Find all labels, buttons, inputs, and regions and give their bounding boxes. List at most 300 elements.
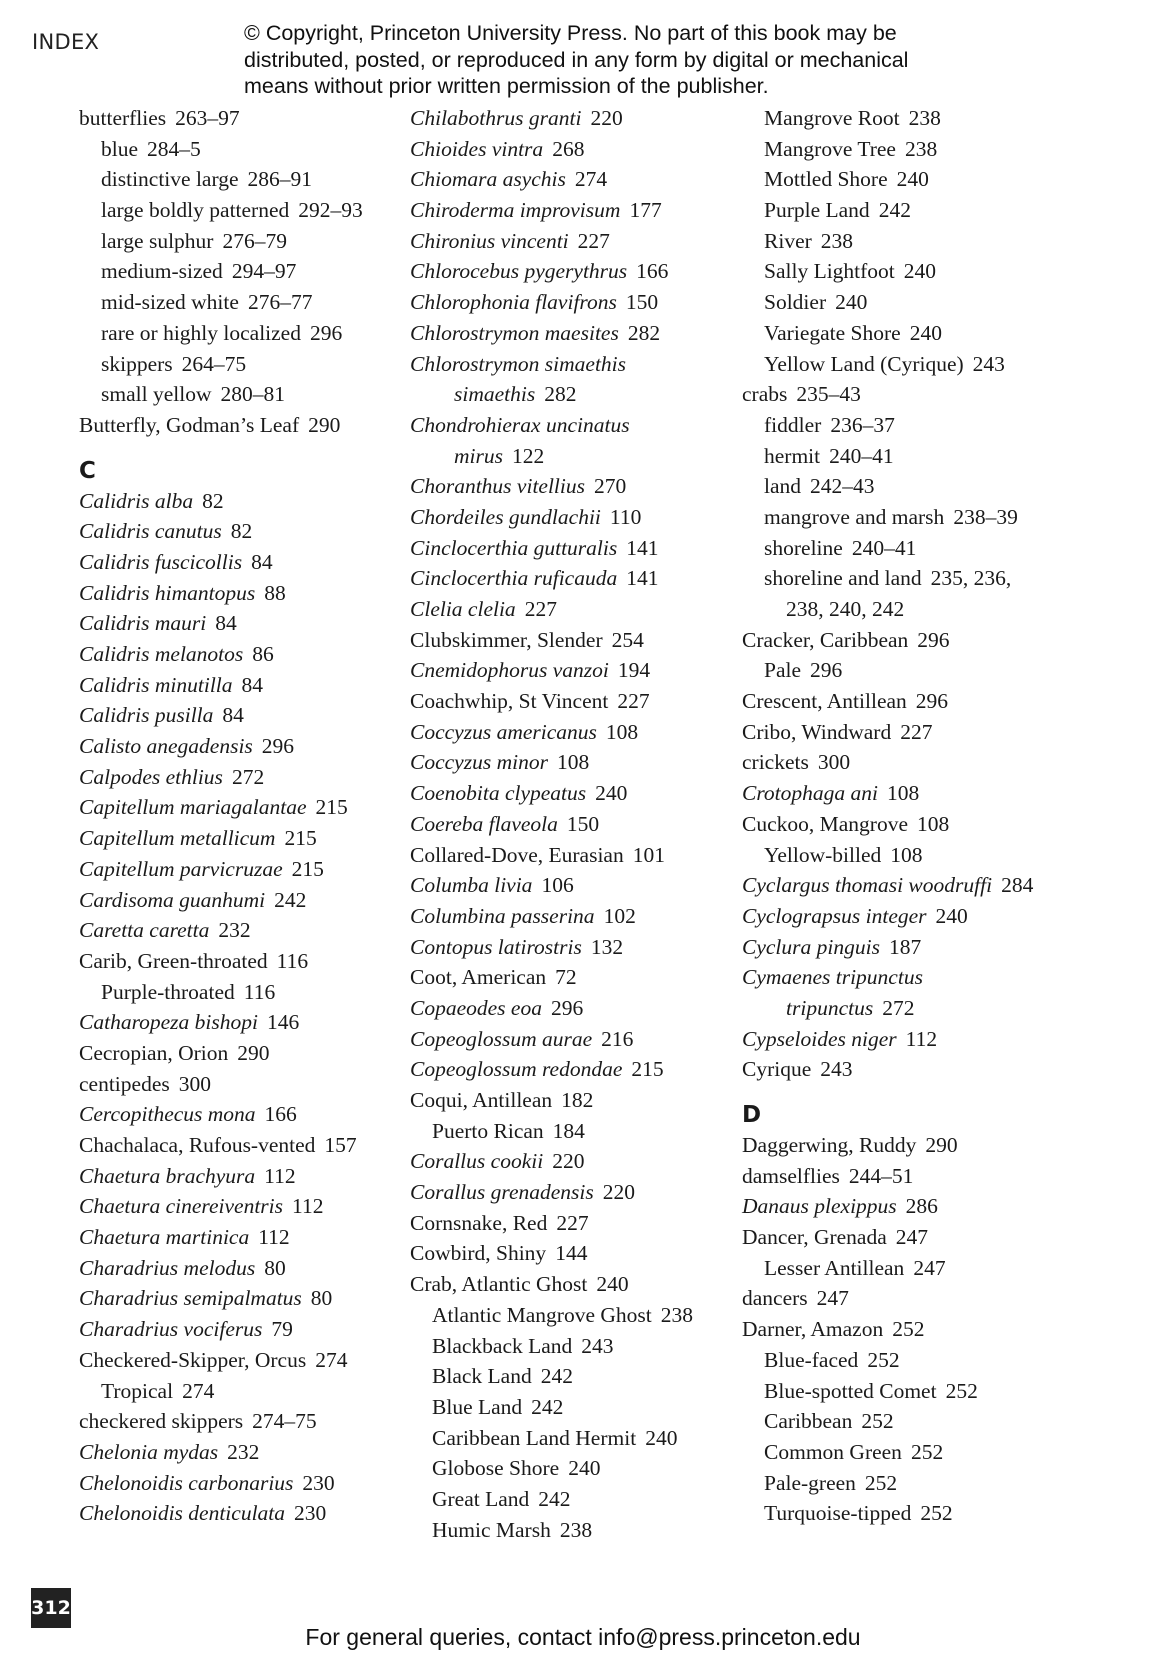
index-entry-continuation [742, 594, 1102, 625]
index-entry [79, 547, 399, 578]
entry-pages: 240 [935, 903, 968, 928]
entry-term: 238, 240, 242 [786, 597, 905, 621]
entry-pages: 177 [629, 198, 662, 223]
entry-term: Cuckoo, Mangrove [742, 811, 908, 836]
entry-pages: 242 [531, 1394, 564, 1419]
index-subentry [742, 349, 1102, 380]
entry-term: Corallus cookii [410, 1149, 544, 1174]
entry-term: shoreline and land [764, 566, 922, 591]
entry-pages: 230 [302, 1470, 335, 1495]
entry-term: Coenobita clypeatus [410, 781, 587, 806]
entry-term: Calidris alba [79, 488, 194, 513]
entry-term: Chiroderma improvisum [410, 198, 621, 223]
index-subentry [742, 318, 1102, 349]
index-subentry [742, 441, 1102, 472]
entry-pages: 112 [292, 1194, 324, 1219]
index-entry [79, 700, 399, 731]
entry-pages: 227 [617, 689, 650, 714]
entry-term: Cinclocerthia gutturalis [410, 535, 618, 560]
entry-pages: 238 [820, 228, 854, 253]
entry-term: Common Green [764, 1439, 902, 1464]
entry-term: Purple-throated [101, 979, 235, 1004]
entry-term: Black Land [432, 1364, 532, 1389]
entry-term: Chlorostrymon maesites [410, 320, 619, 345]
index-entry [742, 379, 1102, 410]
index-subentry [410, 1484, 730, 1515]
entry-pages: 144 [555, 1241, 588, 1266]
entry-term: Columbina passerina [410, 903, 595, 928]
index-entry [79, 1007, 399, 1038]
index-entry [79, 1468, 399, 1499]
index-subentry [79, 977, 399, 1008]
index-subentry [742, 410, 1102, 441]
entry-pages: 235–43 [796, 382, 861, 407]
entry-term: Lesser Antillean [764, 1255, 905, 1280]
index-entry [742, 932, 1102, 963]
entry-pages: 270 [594, 474, 627, 499]
index-subentry [410, 1515, 730, 1546]
entry-term: Soldier [764, 290, 827, 315]
index-entry [79, 915, 399, 946]
index-entry [410, 1238, 730, 1269]
entry-pages: 232 [227, 1439, 260, 1464]
entry-pages: 290 [925, 1133, 958, 1157]
index-entry [410, 134, 730, 165]
copyright-line: distributed, posted, or reproduced in any form by digital or mechanical [244, 47, 909, 72]
index-entry [742, 778, 1102, 809]
entry-pages: 276–77 [247, 290, 313, 315]
entry-pages: 242 [274, 887, 307, 912]
entry-term: Cnemidophorus vanzoi [410, 658, 609, 683]
entry-term: Cracker, Caribbean [742, 627, 909, 652]
index-subentry [742, 195, 1102, 226]
index-subentry [742, 164, 1102, 195]
entry-term: Chlorocebus pygerythrus [410, 259, 628, 284]
entry-term: Calidris pusilla [79, 703, 214, 728]
entry-pages: 112 [905, 1026, 938, 1051]
index-subentry [742, 1498, 1102, 1529]
entry-pages: 240 [596, 1272, 629, 1297]
entry-term: Cyclargus thomasi woodruffi [742, 873, 993, 898]
entry-term: Cypseloides niger [742, 1026, 897, 1051]
index-entry [410, 962, 730, 993]
entry-term: Coot, American [410, 965, 547, 990]
entry-term: Cribo, Windward [742, 719, 892, 744]
entry-pages: 116 [276, 948, 309, 973]
index-entry [410, 594, 730, 625]
entry-pages: 240 [568, 1456, 601, 1481]
index-entry [79, 486, 399, 517]
entry-term: Crab, Atlantic Ghost [410, 1272, 588, 1297]
entry-pages: 274 [574, 167, 608, 192]
entry-pages: 280–81 [220, 382, 285, 407]
entry-pages: 194 [617, 658, 651, 683]
entry-pages: 88 [264, 580, 286, 605]
entry-term: Cyclura pinguis [742, 934, 880, 959]
entry-term: Globose Shore [432, 1456, 560, 1481]
index-subentry [410, 1392, 730, 1423]
entry-pages: 252 [867, 1347, 900, 1372]
entry-pages: 215 [291, 856, 324, 881]
entry-pages: 274 [182, 1378, 215, 1403]
entry-term: Coccyzus minor [410, 750, 548, 775]
entry-term: Coachwhip, St Vincent [410, 689, 609, 714]
entry-pages: 252 [892, 1317, 925, 1342]
index-entry [410, 1054, 730, 1085]
entry-pages: 157 [324, 1133, 357, 1157]
index-subentry [79, 134, 399, 165]
entry-pages: 247 [913, 1255, 946, 1280]
entry-pages: 146 [266, 1010, 300, 1035]
entry-pages: 286–91 [247, 167, 313, 192]
index-subentry [742, 840, 1102, 871]
index-subentry [79, 287, 399, 318]
entry-pages: 141 [626, 535, 659, 560]
index-entry [410, 747, 730, 778]
entry-pages: 243 [581, 1333, 614, 1358]
entry-pages: 150 [625, 290, 659, 315]
index-entry [410, 809, 730, 840]
entry-pages: 243 [820, 1057, 853, 1082]
entry-pages: 220 [552, 1149, 585, 1174]
entry-term: River [764, 228, 812, 253]
entry-term: Copaeodes eoa [410, 995, 542, 1020]
entry-term: Chiomara asychis [410, 167, 566, 192]
entry-pages: 296 [810, 658, 843, 683]
entry-term: Calidris minutilla [79, 672, 233, 697]
index-subentry [79, 349, 399, 380]
entry-term: Chaetura cinereiventris [79, 1194, 284, 1219]
entry-term: Chelonia mydas [79, 1439, 219, 1464]
entry-term: checkered skippers [79, 1409, 244, 1434]
index-entry [79, 792, 399, 823]
index-entry [742, 625, 1102, 656]
entry-term: Contopus latirostris [410, 934, 582, 959]
index-entry [410, 1177, 730, 1208]
index-entry [742, 1222, 1102, 1253]
entry-pages: 286 [905, 1194, 938, 1219]
index-entry [742, 901, 1102, 932]
entry-pages: 296 [550, 995, 584, 1020]
entry-term: centipedes [79, 1071, 170, 1096]
entry-pages: 238 [908, 106, 941, 130]
index-entry [79, 1253, 399, 1284]
entry-term: Cardisoma guanhumi [79, 887, 266, 912]
entry-term: Yellow Land (Cyrique) [764, 351, 964, 376]
entry-term: large sulphur [101, 228, 214, 253]
entry-pages: 296 [917, 627, 950, 652]
entry-pages: 263–97 [175, 106, 240, 130]
index-subentry [742, 1437, 1102, 1468]
index-entry [79, 1314, 399, 1345]
entry-term: Cyclograpsus integer [742, 903, 927, 928]
entry-term: simaethis [454, 382, 536, 407]
entry-term: Yellow-billed [764, 842, 882, 867]
entry-term: Clubskimmer, Slender [410, 627, 603, 652]
index-entry [410, 256, 730, 287]
entry-pages: 112 [264, 1163, 296, 1188]
index-entry [79, 1130, 399, 1161]
entry-pages: 242 [540, 1364, 573, 1389]
entry-pages: 247 [816, 1286, 849, 1311]
entry-term: Mottled Shore [764, 167, 888, 192]
entry-pages: 290 [308, 412, 341, 437]
entry-term: Cowbird, Shiny [410, 1241, 547, 1266]
entry-pages: 84 [251, 549, 273, 574]
index-subentry [742, 1345, 1102, 1376]
entry-pages: 108 [890, 842, 923, 867]
entry-term: Chlorophonia flavifrons [410, 290, 617, 315]
index-entry [410, 471, 730, 502]
index-entry [79, 854, 399, 885]
entry-pages: 242 [538, 1486, 571, 1511]
entry-pages: 243 [972, 351, 1005, 376]
entry-term: Copeoglossum aurae [410, 1026, 593, 1051]
entry-term: Chlorostrymon simaethis [410, 351, 627, 376]
entry-term: Mangrove Tree [764, 136, 896, 161]
entry-term: Caretta caretta [79, 918, 210, 943]
index-entry [79, 410, 399, 441]
entry-pages: 216 [601, 1026, 634, 1051]
entry-pages: 132 [590, 934, 624, 959]
index-subentry [742, 226, 1102, 257]
entry-pages: 296 [915, 689, 949, 714]
index-entry [79, 1345, 399, 1376]
index-subentry [742, 502, 1102, 533]
index-entry [742, 1191, 1102, 1222]
index-entry [79, 1161, 399, 1192]
entry-pages: 108 [556, 750, 590, 775]
entry-pages: 264–75 [181, 351, 247, 376]
entry-term: Chordeiles gundlachii [410, 504, 601, 529]
index-subentry [742, 103, 1102, 134]
index-entry [79, 731, 399, 762]
entry-term: damselflies [742, 1163, 840, 1188]
index-entry [79, 1191, 399, 1222]
entry-term: Blue-faced [764, 1347, 859, 1372]
index-entry [79, 1406, 399, 1437]
entry-term: hermit [764, 443, 821, 468]
entry-term: Chelonoidis denticulata [79, 1501, 286, 1526]
entry-term: large boldly patterned [101, 198, 290, 223]
entry-term: Variegate Shore [764, 320, 901, 345]
index-entry [79, 885, 399, 916]
entry-pages: 108 [605, 719, 639, 744]
index-entry [410, 226, 730, 257]
index-entry-continuation [742, 993, 1102, 1024]
entry-pages: 274–75 [252, 1409, 317, 1434]
index-entry [742, 1314, 1102, 1345]
entry-pages: 274 [315, 1347, 348, 1372]
entry-term: Pale [764, 658, 802, 683]
entry-term: Calidris mauri [79, 611, 207, 636]
entry-pages: 84 [241, 672, 264, 697]
entry-term: Atlantic Mangrove Ghost [432, 1302, 652, 1327]
copyright-line: © Copyright, Princeton University Press. No part of this book may be [244, 21, 897, 45]
index-entry [410, 103, 730, 134]
index-entry [742, 1024, 1102, 1055]
entry-pages: 240 [903, 259, 937, 284]
entry-pages: 238 [559, 1517, 593, 1542]
entry-term: Chironius vincenti [410, 228, 569, 253]
entry-pages: 292–93 [298, 198, 363, 223]
entry-term: Daggerwing, Ruddy [742, 1133, 917, 1157]
entry-pages: 101 [632, 842, 665, 867]
entry-pages: 122 [511, 443, 545, 468]
entry-pages: 79 [271, 1317, 293, 1342]
index-entry [410, 533, 730, 564]
entry-term: Calpodes ethlius [79, 764, 223, 789]
entry-pages: 108 [917, 811, 950, 836]
index-entry-continuation [410, 441, 730, 472]
index-subentry [79, 226, 399, 257]
entry-term: Sally Lightfoot [764, 259, 895, 284]
index-entry [410, 901, 730, 932]
entry-term: Choranthus vitellius [410, 474, 585, 499]
entry-term: butterflies [79, 106, 167, 130]
index-subentry [742, 533, 1102, 564]
index-subentry [742, 1376, 1102, 1407]
entry-pages: 215 [284, 826, 317, 851]
index-entry [410, 349, 730, 380]
index-entry [742, 962, 1102, 993]
index-subentry [79, 256, 399, 287]
index-entry [410, 778, 730, 809]
entry-pages: 141 [626, 566, 659, 591]
page-number: 312 [31, 1588, 71, 1628]
index-subentry [79, 195, 399, 226]
entry-term: mirus [454, 443, 503, 468]
entry-pages: 230 [294, 1501, 327, 1526]
entry-pages: 82 [202, 488, 224, 513]
entry-pages: 238 [660, 1302, 693, 1327]
footer-contact: For general queries, contact info@press.princeton.edu [305, 1624, 861, 1650]
index-subentry [79, 164, 399, 195]
entry-pages: 240 [595, 781, 628, 806]
entry-pages: 106 [541, 873, 574, 898]
index-entry [79, 516, 399, 547]
entry-term: Calidris himantopus [79, 580, 256, 605]
entry-term: small yellow [101, 382, 212, 407]
index-entry [79, 1222, 399, 1253]
entry-term: Coqui, Antillean [410, 1088, 553, 1112]
entry-pages: 244–51 [848, 1163, 914, 1188]
entry-term: Great Land [432, 1486, 530, 1511]
index-entry [410, 993, 730, 1024]
entry-pages: 272 [231, 764, 265, 789]
index-entry [410, 655, 730, 686]
index-entry [742, 809, 1102, 840]
entry-term: distinctive large [101, 167, 239, 192]
index-subentry [410, 1423, 730, 1454]
index-entry [742, 686, 1102, 717]
entry-term: land [764, 474, 802, 499]
entry-pages: 240 [909, 320, 942, 345]
index-entry [410, 1024, 730, 1055]
entry-pages: 300 [817, 750, 851, 775]
index-subentry [742, 1406, 1102, 1437]
index-entry [410, 1085, 730, 1116]
entry-pages: 84 [215, 611, 237, 636]
entry-pages: 240 [645, 1425, 678, 1450]
index-entry [79, 946, 399, 977]
entry-term: Capitellum parvicruzae [79, 856, 283, 881]
running-header: INDEX [32, 30, 100, 54]
index-entry-continuation [410, 379, 730, 410]
entry-pages: 240–41 [851, 535, 917, 560]
entry-pages: 82 [230, 519, 253, 544]
entry-pages: 227 [900, 719, 933, 744]
index-entry [410, 318, 730, 349]
index-subentry [742, 287, 1102, 318]
entry-term: crabs [742, 382, 788, 407]
entry-term: Danaus plexippus [742, 1194, 897, 1219]
entry-term: Clelia clelia [410, 597, 516, 621]
copyright-notice [244, 20, 964, 100]
index-entry [79, 1099, 399, 1130]
entry-pages: 296 [309, 320, 343, 345]
entry-pages: 84 [222, 703, 244, 728]
index-subentry [742, 1468, 1102, 1499]
entry-pages: 80 [264, 1255, 286, 1280]
entry-pages: 300 [178, 1071, 211, 1096]
entry-term: Crescent, Antillean [742, 689, 907, 714]
entry-pages: 252 [920, 1501, 953, 1526]
entry-pages: 166 [636, 259, 669, 284]
index-entry [410, 717, 730, 748]
entry-pages: 215 [315, 795, 348, 820]
entry-pages: 187 [888, 934, 922, 959]
entry-pages: 236–37 [830, 412, 895, 437]
index-entry [79, 1069, 399, 1100]
entry-term: dancers [742, 1286, 808, 1311]
index-subentry [79, 318, 399, 349]
index-entry [410, 410, 730, 441]
entry-term: Columba livia [410, 873, 533, 898]
entry-term: Coccyzus americanus [410, 719, 597, 744]
entry-pages: 86 [252, 642, 274, 666]
index-entry [410, 287, 730, 318]
entry-term: Chaetura martinica [79, 1225, 250, 1250]
section-letter: C [79, 457, 96, 484]
index-subentry [410, 1453, 730, 1484]
index-column-1 [79, 103, 399, 1529]
entry-term: Blue-spotted Comet [764, 1378, 937, 1403]
entry-term: Corallus grenadensis [410, 1180, 594, 1205]
index-subentry [742, 471, 1102, 502]
index-entry [79, 639, 399, 670]
entry-term: Puerto Rican [432, 1118, 544, 1143]
index-entry [410, 840, 730, 871]
entry-term: Humic Marsh [432, 1517, 551, 1542]
index-entry [79, 1498, 399, 1529]
entry-pages: 238 [904, 136, 938, 161]
index-entry [410, 932, 730, 963]
entry-term: Purple Land [764, 198, 870, 223]
index-subentry [79, 379, 399, 410]
entry-term: Cinclocerthia ruficauda [410, 566, 618, 591]
entry-term: Calisto anegadensis [79, 734, 253, 759]
entry-pages: 296 [261, 734, 295, 759]
entry-term: Charadrius melodus [79, 1255, 256, 1280]
entry-pages: 242 [878, 198, 911, 223]
entry-pages: 252 [945, 1378, 978, 1403]
entry-pages: 235, 236, [930, 566, 1012, 591]
entry-pages: 240–41 [829, 443, 894, 468]
index-entry [79, 1038, 399, 1069]
entry-term: Calidris melanotos [79, 642, 244, 666]
entry-pages: 282 [544, 382, 577, 407]
